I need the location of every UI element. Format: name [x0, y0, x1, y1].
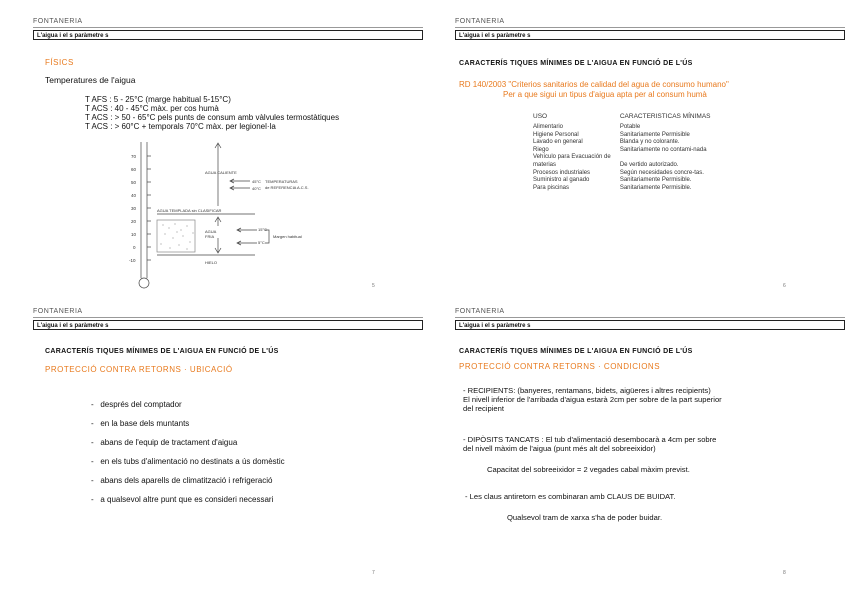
tick-minus-10: -10: [129, 258, 136, 263]
slide-title: CARACTERÍS TIQUES MÍNIMES DE L'AIGUA EN FUNCIÓ DE L'ÚS: [45, 348, 279, 355]
buidar-line: Qualsevol tram de xarxa s'ha de poder buidar.: [507, 513, 663, 522]
table-cell: Riego: [533, 146, 549, 153]
label-agua: AGUA: [205, 229, 217, 234]
brand-label: FONTANERIA: [455, 18, 505, 25]
table-cell: Sanitariamente Permisible: [619, 131, 690, 138]
capacitat-line: Capacitat del sobreeixidor = 2 vegades cabal màxim previst.: [487, 465, 690, 474]
subtitle: FÍSICS: [45, 58, 74, 67]
brand-label: FONTANERIA: [33, 308, 83, 315]
table-cell: Potable: [619, 124, 641, 130]
tick-60: 60: [131, 167, 137, 172]
heading: Temperatures de l'aigua: [45, 75, 136, 85]
table-row: [533, 124, 723, 132]
uso-table: [533, 113, 723, 192]
list-item: - en els tubs d'alimentació no destinats a ús domèstic: [91, 457, 285, 466]
table-row: [533, 132, 723, 140]
table-row: [533, 154, 723, 169]
diposits-paragraph: [463, 435, 823, 453]
tick-40: 40: [131, 193, 137, 198]
table-cell: Para piscinas: [533, 184, 570, 191]
recipients-line-3: del recipient: [463, 404, 504, 413]
table-cell: Blanda y no colorante.: [619, 139, 680, 146]
diposits-line-2: del nivell màxim de l'aigua (punt més alt del sobreeixidor): [463, 444, 656, 453]
temp-line-2: T ACS : 40 - 45°C màx. per cos humà: [85, 104, 219, 113]
table-row: [533, 177, 723, 185]
label-agua-caliente: AGUA CALIENTE: [205, 170, 237, 175]
page-number: 7: [372, 570, 375, 576]
temp-line-3: T ACS : > 50 - 65°C pels punts de consum amb vàlvules termostàtiques: [85, 113, 340, 122]
list-item-text: en els tubs d'alimentació no destinats a ús domèstic: [100, 457, 285, 466]
label-45c: 45°C: [252, 179, 261, 184]
section-header: L'aigua i el s paràmetre s: [455, 320, 845, 330]
temperature-diagram: [125, 138, 355, 298]
recipients-line-2: El nivell inferior de l'arribada d'aigua estarà 2cm per sobre de la part superior: [463, 395, 722, 404]
table-cell: Lavado en general: [533, 139, 583, 146]
label-temperaturas: TEMPERATURAS: [265, 179, 298, 184]
list-item: - després del comptador: [91, 400, 182, 409]
recipients-line-1: - RECIPIENTS: (banyeres, rentamans, bidets, aigüeres i altres recipients): [463, 386, 711, 395]
recipients-paragraph: [463, 386, 823, 413]
tick-70: 70: [131, 154, 137, 159]
table-row: [533, 139, 723, 147]
table-cell: Sanitariamente Permisible.: [619, 184, 692, 191]
tick-50: 50: [131, 180, 137, 185]
diposits-line-1: - DIPÒSITS TANCATS : El tub d'alimentació desembocarà a 4cm per sobre: [463, 435, 717, 444]
rd-line-2: Per a que sigui un tipus d'aigua apta per al consum humà: [503, 90, 707, 99]
list-item: - a qualsevol altre punt que es consideri necessari: [91, 495, 274, 504]
list-item-text: després del comptador: [100, 400, 182, 409]
label-margen: Margen habitual: [273, 234, 302, 239]
table-row: [533, 185, 723, 193]
list-item: - abans dels aparells de climatització i refrigeració: [91, 476, 273, 485]
table-cell: Sanitariamente Permisible.: [619, 177, 692, 184]
tick-10: 10: [131, 232, 137, 237]
label-15c: 15°C: [258, 227, 267, 232]
table-cell: Según necesidades concre-tas.: [619, 169, 704, 176]
page-number: 5: [372, 283, 375, 289]
subtitle: PROTECCIÓ CONTRA RETORNS · CONDICIONS: [459, 362, 661, 371]
page-number: 8: [783, 570, 786, 576]
page-number: 6: [783, 283, 786, 289]
list-item: - en la base dels muntants: [91, 419, 190, 428]
table-header-uso: USO: [533, 113, 548, 120]
list-item-text: abans dels aparells de climatització i refrigeració: [100, 476, 273, 485]
slide-title: CARACTERÍS TIQUES MÍNIMES DE L'AIGUA EN FUNCIÓ DE L'ÚS: [459, 348, 693, 355]
list-item-text: en la base dels muntants: [100, 419, 190, 428]
slide-title: CARACTERÍS TIQUES MÍNIMES DE L'AIGUA EN FUNCIÓ DE L'ÚS: [459, 60, 693, 67]
table-cell: Higiene Personal: [533, 131, 579, 138]
brand-label: FONTANERIA: [33, 18, 83, 25]
label-templada: AGUA TEMPLADA sin CLASIFICAR: [157, 208, 222, 213]
label-5c: 5°C: [258, 240, 265, 245]
brand-rule: [33, 27, 423, 28]
tick-0: 0: [133, 245, 136, 250]
section-header: L'aigua i el s paràmetre s: [33, 320, 423, 330]
table-cell: Procesos industriales: [533, 169, 591, 176]
brand-rule: [455, 27, 845, 28]
table-cell: De vertido autorizado.: [619, 161, 679, 168]
label-referencia: de REFERENCIA A.C.S.: [265, 185, 309, 190]
brand-rule: [33, 317, 423, 318]
brand-label: FONTANERIA: [455, 308, 505, 315]
label-fria: FRIA: [205, 234, 215, 239]
label-hielo: HIELO: [205, 260, 218, 265]
slide-1: [33, 18, 433, 308]
table-cell: Sanitariamente no contami-nada: [619, 146, 707, 153]
slide-3: [33, 308, 433, 598]
table-cell: Suministro al ganado: [533, 177, 590, 184]
temp-line-1: T AFS : 5 - 25°C (marge habitual 5-15°C): [85, 95, 231, 104]
table-row: [533, 170, 723, 178]
section-header: L'aigua i el s paràmetre s: [33, 30, 423, 40]
label-40c: 40°C: [252, 186, 261, 191]
table-row: [533, 147, 723, 155]
list-item-text: a qualsevol altre punt que es consideri necessari: [100, 495, 274, 504]
list-item-text: abans de l'equip de tractament d'aigua: [100, 438, 238, 447]
rd-line-1: RD 140/2003 "Criterios sanitarios de calidad del agua de consumo humano": [459, 80, 729, 89]
tick-30: 30: [131, 206, 137, 211]
slide-2: [455, 18, 848, 308]
slide-4: [455, 308, 848, 598]
section-header: L'aigua i el s paràmetre s: [455, 30, 845, 40]
list-item: - abans de l'equip de tractament d'aigua: [91, 438, 238, 447]
table-cell: Vehículo para Evacuación de materias: [533, 154, 611, 168]
brand-rule: [455, 317, 845, 318]
tick-20: 20: [131, 219, 137, 224]
claus-line: - Les claus antiretorn es combinaran amb CLAUS DE BUIDAT.: [465, 492, 676, 501]
subtitle: PROTECCIÓ CONTRA RETORNS · UBICACIÓ: [45, 365, 233, 374]
table-cell: Alimentario: [533, 124, 564, 130]
table-header-caracteristicas: CARACTERISTICAS MÍNIMAS: [619, 113, 711, 120]
temp-line-4: T ACS : > 60°C + temporals 70°C màx. per legionel·la: [85, 122, 276, 131]
